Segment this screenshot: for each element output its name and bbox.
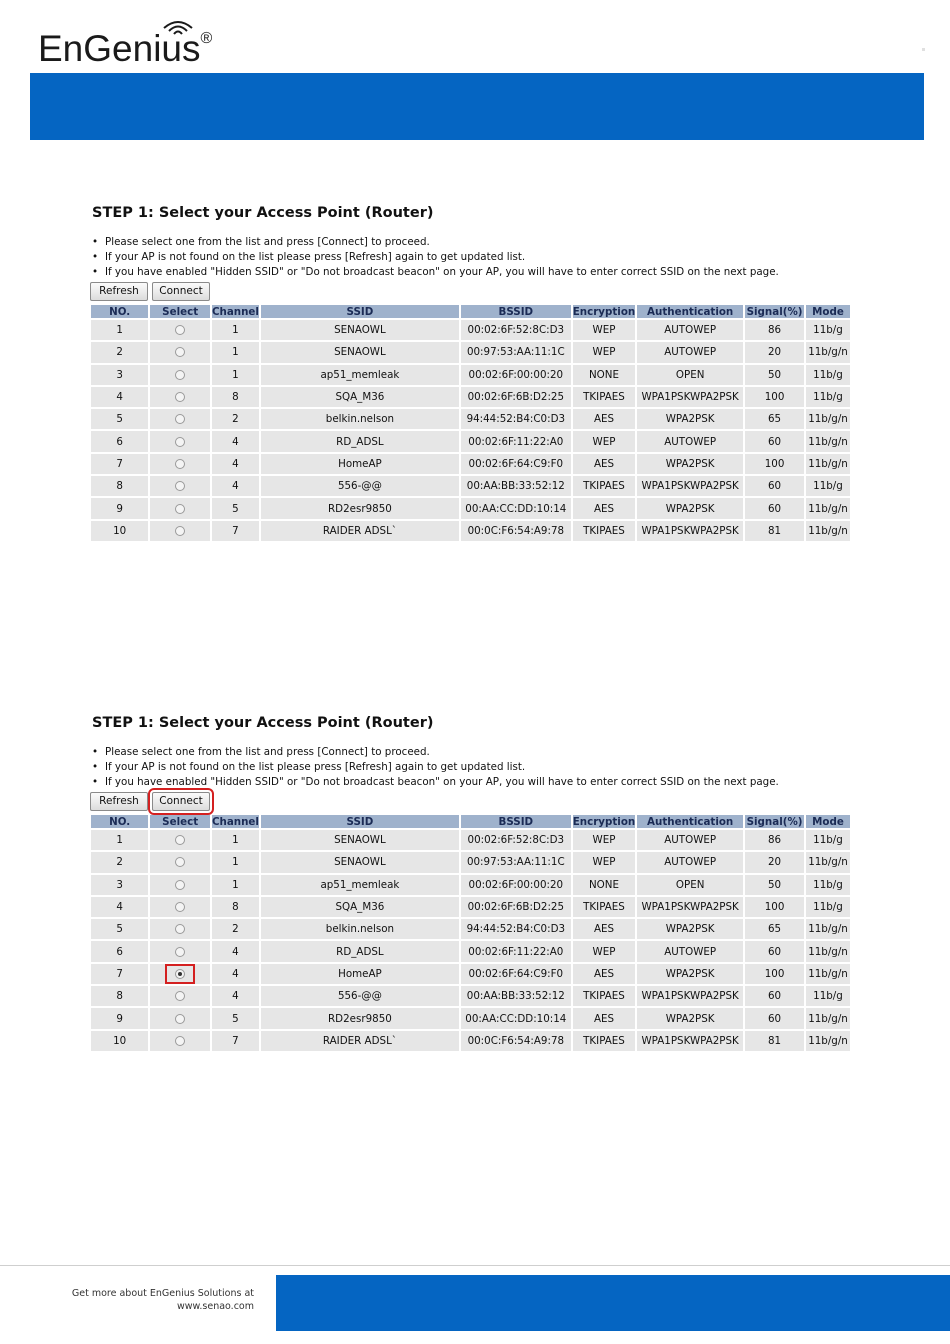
cell-bssid: 00:AA:CC:DD:10:14 [461,1008,571,1028]
table-row [91,852,850,872]
cell-mode: 11b/g [806,897,850,917]
column-header: Signal(%) [746,815,803,828]
cell-ssid: ap51_memleak [261,365,459,385]
cell-auth: WPA1PSKWPA2PSK [637,476,743,496]
cell-no: 9 [91,1008,148,1028]
cell-signal: 81 [745,521,804,541]
table-row [91,521,850,541]
select-radio[interactable] [175,947,185,957]
cell-channel: 8 [212,387,259,407]
select-radio[interactable] [175,481,185,491]
cell-ssid: RD2esr9850 [261,1008,459,1028]
table-row [91,986,850,1006]
cell-no: 4 [91,897,148,917]
select-radio[interactable] [175,370,185,380]
column-header: Signal(%) [746,305,803,318]
cell-ssid: SENAOWL [261,830,459,850]
cell-encryption: AES [573,409,636,429]
selected-highlight [167,966,193,982]
cell-mode: 11b/g/n [806,941,850,961]
select-radio[interactable] [175,880,185,890]
select-radio[interactable] [175,1014,185,1024]
cell-auth: AUTOWEP [637,941,743,961]
column-header: SSID [261,815,459,828]
select-cell [150,852,210,872]
cell-signal: 60 [745,431,804,451]
select-cell [150,521,210,541]
table-row [91,409,850,429]
cell-no: 3 [91,875,148,895]
cell-signal: 20 [745,342,804,362]
cell-ssid: SENAOWL [261,320,459,340]
cell-encryption: AES [573,1008,636,1028]
instruction-item: • If your AP is not found on the list please press [Refresh] again to get updated list. [90,250,852,265]
cell-ssid: ap51_memleak [261,875,459,895]
cell-auth: WPA2PSK [637,498,743,518]
select-radio[interactable] [175,1036,185,1046]
cell-channel: 7 [212,1031,259,1051]
cell-signal: 100 [745,454,804,474]
cell-bssid: 00:02:6F:6B:D2:25 [461,897,571,917]
cell-mode: 11b/g [806,986,850,1006]
cell-auth: WPA2PSK [637,454,743,474]
cell-signal: 50 [745,875,804,895]
instruction-list [90,235,852,280]
cell-bssid: 00:AA:CC:DD:10:14 [461,498,571,518]
select-cell [150,964,210,984]
cell-auth: WPA2PSK [637,919,743,939]
cell-no: 3 [91,365,148,385]
cell-mode: 11b/g [806,476,850,496]
button-row [90,281,852,302]
cell-bssid: 00:02:6F:00:00:20 [461,365,571,385]
cell-bssid: 00:02:6F:64:C9:F0 [461,454,571,474]
cell-encryption: NONE [573,365,636,385]
cell-ssid: 556-@@ [261,476,459,496]
footer-link[interactable]: www.senao.com [176,1301,254,1312]
cell-auth: AUTOWEP [637,320,743,340]
cell-mode: 11b/g/n [806,964,850,984]
cell-channel: 1 [212,342,259,362]
cell-bssid: 00:02:6F:00:00:20 [461,875,571,895]
footer-divider [0,1265,950,1266]
cell-encryption: AES [573,919,636,939]
cell-no: 8 [91,986,148,1006]
cell-encryption: WEP [573,342,636,362]
cell-signal: 65 [745,919,804,939]
select-radio[interactable] [175,924,185,934]
select-radio[interactable] [175,526,185,536]
engenius-logo [38,18,258,70]
cell-channel: 7 [212,521,259,541]
cell-ssid: SQA_M36 [261,897,459,917]
instruction-item: • If your AP is not found on the list please press [Refresh] again to get updated list. [90,760,852,775]
table-row [91,320,850,340]
select-radio[interactable] [175,857,185,867]
table-row [91,941,850,961]
table-row [91,498,850,518]
cell-signal: 65 [745,409,804,429]
cell-no: 8 [91,476,148,496]
cell-channel: 1 [212,830,259,850]
cell-no: 7 [91,454,148,474]
cell-signal: 20 [745,852,804,872]
instruction-item: • Please select one from the list and press [Connect] to proceed. [90,745,852,760]
cell-encryption: TKIPAES [573,986,636,1006]
cell-channel: 4 [212,476,259,496]
cell-mode: 11b/g [806,365,850,385]
instruction-item: • If you have enabled "Hidden SSID" or "Do not broadcast beacon" on your AP, you will have to enter correct SSID on the next page. [90,775,852,790]
select-cell [150,875,210,895]
column-header: Authentication [637,815,743,828]
cell-auth: OPEN [637,365,743,385]
cell-auth: WPA1PSKWPA2PSK [637,897,743,917]
cell-channel: 1 [212,852,259,872]
column-header: Select [150,815,210,828]
cell-mode: 11b/g/n [806,454,850,474]
cell-encryption: NONE [573,875,636,895]
column-header: SSID [261,305,459,318]
cell-auth: AUTOWEP [637,342,743,362]
cell-mode: 11b/g/n [806,852,850,872]
table-row [91,897,850,917]
cell-channel: 8 [212,897,259,917]
select-cell [150,365,210,385]
cell-no: 2 [91,342,148,362]
column-header: Mode [806,815,850,828]
cell-encryption: AES [573,498,636,518]
refresh-button[interactable]: Refresh [90,282,148,301]
page-mark [922,48,925,51]
cell-signal: 60 [745,986,804,1006]
table-row [91,454,850,474]
cell-encryption: TKIPAES [573,476,636,496]
cell-ssid: belkin.nelson [261,919,459,939]
cell-ssid: RD2esr9850 [261,498,459,518]
brand-name: EnGenius® [38,28,213,69]
column-header: Encryption [572,305,636,318]
select-radio[interactable] [175,459,185,469]
cell-auth: WPA1PSKWPA2PSK [637,521,743,541]
cell-mode: 11b/g [806,875,850,895]
instruction-item: • Please select one from the list and press [Connect] to proceed. [90,235,852,250]
select-cell [150,941,210,961]
column-header: Channel [211,305,259,318]
cell-signal: 100 [745,897,804,917]
cell-channel: 4 [212,941,259,961]
cell-no: 4 [91,387,148,407]
cell-bssid: 00:02:6F:52:8C:D3 [461,830,571,850]
cell-channel: 5 [212,498,259,518]
cell-mode: 11b/g/n [806,409,850,429]
ap-table [89,813,852,1053]
ap-table [89,303,852,543]
cell-auth: AUTOWEP [637,830,743,850]
cell-no: 6 [91,431,148,451]
cell-encryption: TKIPAES [573,897,636,917]
select-radio[interactable] [175,437,185,447]
table-header-row [91,305,850,318]
cell-channel: 2 [212,919,259,939]
step1-panel [90,203,852,543]
select-cell [150,431,210,451]
footer-text [40,1287,254,1313]
cell-no: 5 [91,409,148,429]
cell-no: 10 [91,1031,148,1051]
cell-channel: 2 [212,409,259,429]
select-radio[interactable] [175,991,185,1001]
table-row [91,476,850,496]
footer-band [276,1275,950,1331]
select-radio[interactable] [175,347,185,357]
cell-ssid: HomeAP [261,454,459,474]
column-header: Select [150,305,210,318]
cell-bssid: 00:AA:BB:33:52:12 [461,476,571,496]
select-radio[interactable] [175,392,185,402]
select-radio[interactable] [175,414,185,424]
cell-mode: 11b/g [806,320,850,340]
column-header: Mode [806,305,850,318]
cell-encryption: AES [573,964,636,984]
cell-auth: WPA2PSK [637,964,743,984]
table-row [91,875,850,895]
column-header: Encryption [572,815,636,828]
connect-button[interactable]: Connect [152,282,210,301]
cell-no: 10 [91,521,148,541]
table-row [91,1031,850,1051]
cell-ssid: RD_ADSL [261,941,459,961]
cell-signal: 60 [745,941,804,961]
cell-mode: 11b/g/n [806,342,850,362]
cell-signal: 60 [745,498,804,518]
select-cell [150,342,210,362]
cell-auth: AUTOWEP [637,431,743,451]
cell-encryption: WEP [573,431,636,451]
cell-encryption: WEP [573,941,636,961]
select-radio[interactable] [175,325,185,335]
select-radio[interactable] [175,969,185,979]
step-title: STEP 1: Select your Access Point (Router) [92,205,434,221]
cell-encryption: TKIPAES [573,521,636,541]
cell-no: 5 [91,919,148,939]
cell-bssid: 00:02:6F:64:C9:F0 [461,964,571,984]
cell-signal: 100 [745,387,804,407]
cell-signal: 60 [745,1008,804,1028]
cell-encryption: TKIPAES [573,1031,636,1051]
cell-channel: 1 [212,875,259,895]
cell-no: 1 [91,830,148,850]
cell-ssid: RD_ADSL [261,431,459,451]
cell-signal: 50 [745,365,804,385]
select-cell [150,387,210,407]
select-cell [150,409,210,429]
cell-encryption: AES [573,454,636,474]
table-row [91,919,850,939]
table-row [91,365,850,385]
cell-channel: 4 [212,964,259,984]
cell-channel: 1 [212,365,259,385]
cell-signal: 81 [745,1031,804,1051]
cell-signal: 86 [745,320,804,340]
cell-bssid: 94:44:52:B4:C0:D3 [461,409,571,429]
table-row [91,431,850,451]
select-radio[interactable] [175,504,185,514]
connect-button[interactable]: Connect [152,792,210,811]
cell-auth: WPA2PSK [637,409,743,429]
cell-auth: AUTOWEP [637,852,743,872]
select-cell [150,454,210,474]
cell-mode: 11b/g/n [806,1008,850,1028]
cell-ssid: belkin.nelson [261,409,459,429]
cell-encryption: WEP [573,852,636,872]
instruction-list [90,745,852,790]
cell-channel: 4 [212,986,259,1006]
cell-bssid: 00:02:6F:11:22:A0 [461,941,571,961]
select-cell [150,986,210,1006]
cell-mode: 11b/g/n [806,498,850,518]
table-row [91,1008,850,1028]
table-row [91,964,850,984]
table-header-row [91,815,850,828]
column-header: NO. [91,815,148,828]
cell-ssid: SENAOWL [261,342,459,362]
table-row [91,342,850,362]
cell-channel: 5 [212,1008,259,1028]
footer-line-1: Get more about EnGenius Solutions at [71,1288,254,1299]
cell-mode: 11b/g [806,387,850,407]
select-cell [150,1031,210,1051]
cell-mode: 11b/g/n [806,1031,850,1051]
table-row [91,387,850,407]
cell-mode: 11b/g/n [806,919,850,939]
cell-bssid: 00:AA:BB:33:52:12 [461,986,571,1006]
cell-auth: WPA1PSKWPA2PSK [637,1031,743,1051]
select-cell [150,897,210,917]
cell-no: 1 [91,320,148,340]
table-row [91,830,850,850]
cell-encryption: WEP [573,830,636,850]
cell-auth: WPA2PSK [637,1008,743,1028]
cell-bssid: 00:02:6F:11:22:A0 [461,431,571,451]
cell-auth: WPA1PSKWPA2PSK [637,387,743,407]
select-cell [150,498,210,518]
cell-mode: 11b/g [806,830,850,850]
step-title: STEP 1: Select your Access Point (Router) [92,715,434,731]
select-cell [150,1008,210,1028]
cell-bssid: 00:02:6F:6B:D2:25 [461,387,571,407]
cell-mode: 11b/g/n [806,521,850,541]
refresh-button[interactable]: Refresh [90,792,148,811]
cell-bssid: 00:02:6F:52:8C:D3 [461,320,571,340]
cell-no: 7 [91,964,148,984]
cell-mode: 11b/g/n [806,431,850,451]
cell-ssid: RAIDER ADSL` [261,521,459,541]
cell-bssid: 00:0C:F6:54:A9:78 [461,521,571,541]
cell-signal: 100 [745,964,804,984]
cell-no: 6 [91,941,148,961]
column-header: Channel [211,815,259,828]
step1-panel-highlighted [90,713,852,1053]
button-row [90,791,852,812]
cell-signal: 86 [745,830,804,850]
select-cell [150,476,210,496]
cell-auth: OPEN [637,875,743,895]
cell-no: 9 [91,498,148,518]
select-radio[interactable] [175,902,185,912]
cell-bssid: 00:97:53:AA:11:1C [461,852,571,872]
cell-signal: 60 [745,476,804,496]
cell-bssid: 94:44:52:B4:C0:D3 [461,919,571,939]
cell-encryption: TKIPAES [573,387,636,407]
cell-ssid: HomeAP [261,964,459,984]
select-radio[interactable] [175,835,185,845]
cell-ssid: SENAOWL [261,852,459,872]
instruction-item: • If you have enabled "Hidden SSID" or "Do not broadcast beacon" on your AP, you will have to enter correct SSID on the next page. [90,265,852,280]
cell-bssid: 00:0C:F6:54:A9:78 [461,1031,571,1051]
cell-ssid: RAIDER ADSL` [261,1031,459,1051]
cell-auth: WPA1PSKWPA2PSK [637,986,743,1006]
cell-channel: 1 [212,320,259,340]
cell-channel: 4 [212,454,259,474]
select-cell [150,919,210,939]
column-header: BSSID [461,815,571,828]
cell-bssid: 00:97:53:AA:11:1C [461,342,571,362]
column-header: NO. [91,305,148,318]
cell-no: 2 [91,852,148,872]
cell-encryption: WEP [573,320,636,340]
cell-ssid: 556-@@ [261,986,459,1006]
header-band [30,73,924,140]
column-header: Authentication [637,305,743,318]
select-cell [150,320,210,340]
select-cell [150,830,210,850]
cell-channel: 4 [212,431,259,451]
cell-ssid: SQA_M36 [261,387,459,407]
column-header: BSSID [461,305,571,318]
